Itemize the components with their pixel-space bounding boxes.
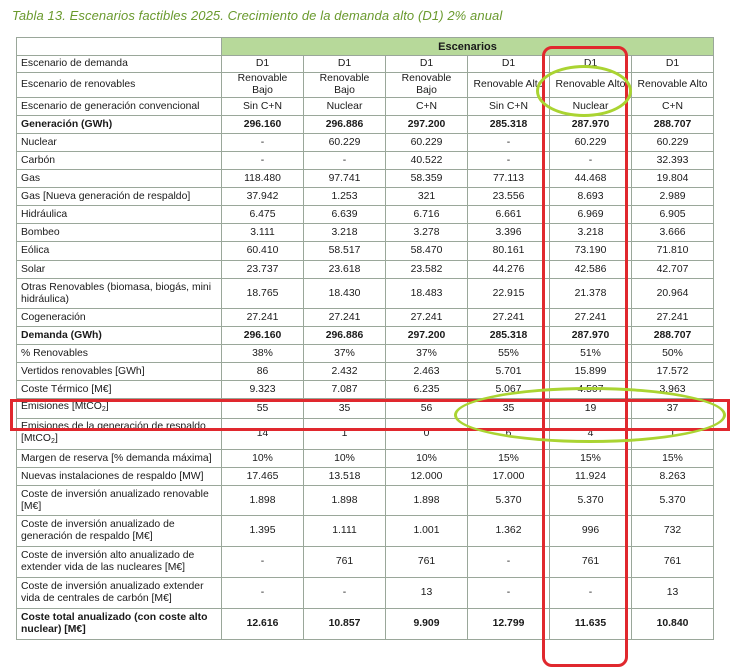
- table-row: [17, 468, 714, 486]
- cell-value: 23.737: [222, 261, 304, 279]
- cell-value: D1: [632, 56, 714, 73]
- cell-value: 3.111: [222, 224, 304, 242]
- cell-value: 23.582: [386, 261, 468, 279]
- cell-value: 50%: [632, 345, 714, 363]
- cell-value: 296.160: [222, 327, 304, 345]
- cell-value: 6.235: [386, 381, 468, 399]
- cell-value: -: [468, 547, 550, 578]
- row-label: Escenario de renovables: [17, 73, 222, 98]
- cell-value: 37%: [304, 345, 386, 363]
- cell-value: 21.378: [550, 279, 632, 309]
- row-label: Coste de inversión anualizado renovable [M€]: [17, 486, 222, 516]
- cell-value: 4.507: [550, 381, 632, 399]
- cell-value: 37.942: [222, 188, 304, 206]
- row-label: Nuevas instalaciones de respaldo [MW]: [17, 468, 222, 486]
- cell-value: 80.161: [468, 242, 550, 261]
- cell-value: 118.480: [222, 170, 304, 188]
- row-label: Gas [Nueva generación de respaldo]: [17, 188, 222, 206]
- cell-value: 11.924: [550, 468, 632, 486]
- cell-value: -: [222, 547, 304, 578]
- cell-value: 7.087: [304, 381, 386, 399]
- table-row: [17, 98, 714, 116]
- row-label: Coste de inversión anualizado extender vida de centrales de carbón [M€]: [17, 578, 222, 609]
- cell-value: D1: [222, 56, 304, 73]
- cell-value: 8.693: [550, 188, 632, 206]
- cell-value: 12.616: [222, 609, 304, 640]
- table-row: [17, 73, 714, 98]
- table-row: [17, 516, 714, 547]
- group-header: Escenarios: [222, 38, 714, 56]
- cell-value: 10.857: [304, 609, 386, 640]
- cell-value: 15%: [468, 450, 550, 468]
- cell-value: 296.160: [222, 116, 304, 134]
- cell-value: 14: [222, 419, 304, 450]
- cell-value: -: [222, 578, 304, 609]
- cell-value: -: [304, 578, 386, 609]
- cell-value: 6.639: [304, 206, 386, 224]
- cell-value: Renovable Alto: [632, 73, 714, 98]
- cell-value: 1.253: [304, 188, 386, 206]
- cell-value: 15%: [632, 450, 714, 468]
- cell-value: 3.218: [550, 224, 632, 242]
- cell-value: 11.635: [550, 609, 632, 640]
- row-label: Coste Térmico [M€]: [17, 381, 222, 399]
- cell-value: 5.370: [468, 486, 550, 516]
- cell-value: 285.318: [468, 327, 550, 345]
- cell-value: 58.517: [304, 242, 386, 261]
- table-row: [17, 363, 714, 381]
- cell-value: 6.475: [222, 206, 304, 224]
- cell-value: Renovable Alto: [550, 73, 632, 98]
- cell-value: 12.799: [468, 609, 550, 640]
- cell-value: 27.241: [304, 309, 386, 327]
- cell-value: Renovable Bajo: [386, 73, 468, 98]
- cell-value: 97.741: [304, 170, 386, 188]
- cell-value: 287.970: [550, 116, 632, 134]
- table-row: [17, 547, 714, 578]
- cell-value: 42.707: [632, 261, 714, 279]
- cell-value: 6.969: [550, 206, 632, 224]
- row-label: Coste de inversión anualizado de generación de respaldo [M€]: [17, 516, 222, 547]
- cell-value: 12.000: [386, 468, 468, 486]
- cell-value: 23.618: [304, 261, 386, 279]
- table-row: [17, 261, 714, 279]
- cell-value: 732: [632, 516, 714, 547]
- row-label: Bombeo: [17, 224, 222, 242]
- table-row: [17, 206, 714, 224]
- cell-value: -: [550, 152, 632, 170]
- cell-value: 60.410: [222, 242, 304, 261]
- cell-value: 19: [550, 399, 632, 419]
- row-label: Eólica: [17, 242, 222, 261]
- cell-value: 8.263: [632, 468, 714, 486]
- cell-value: 761: [550, 547, 632, 578]
- row-label: Generación (GWh): [17, 116, 222, 134]
- row-label: Cogeneración: [17, 309, 222, 327]
- cell-value: 6.716: [386, 206, 468, 224]
- cell-value: D1: [550, 56, 632, 73]
- cell-value: 18.765: [222, 279, 304, 309]
- cell-value: 35: [468, 399, 550, 419]
- cell-value: 6.905: [632, 206, 714, 224]
- table-row: [17, 170, 714, 188]
- cell-value: 22.915: [468, 279, 550, 309]
- cell-value: 13.518: [304, 468, 386, 486]
- cell-value: 51%: [550, 345, 632, 363]
- row-label: Otras Renovables (biomasa, biogás, mini hidráulica): [17, 279, 222, 309]
- cell-value: 13: [386, 578, 468, 609]
- cell-value: C+N: [386, 98, 468, 116]
- table-row: [17, 578, 714, 609]
- row-label: Hidráulica: [17, 206, 222, 224]
- row-label: Nuclear: [17, 134, 222, 152]
- cell-value: 55%: [468, 345, 550, 363]
- cell-value: 1.111: [304, 516, 386, 547]
- cell-value: 6.661: [468, 206, 550, 224]
- table-row: [17, 309, 714, 327]
- cell-value: 3.396: [468, 224, 550, 242]
- cell-value: C+N: [632, 98, 714, 116]
- cell-value: 60.229: [632, 134, 714, 152]
- table-row: [17, 419, 714, 450]
- cell-value: 15%: [550, 450, 632, 468]
- cell-value: 9.323: [222, 381, 304, 399]
- cell-value: 77.113: [468, 170, 550, 188]
- cell-value: 15.899: [550, 363, 632, 381]
- cell-value: -: [468, 134, 550, 152]
- cell-value: 13: [632, 578, 714, 609]
- row-label: Solar: [17, 261, 222, 279]
- cell-value: 1.898: [304, 486, 386, 516]
- cell-value: 2.463: [386, 363, 468, 381]
- cell-value: 6: [468, 419, 550, 450]
- cell-value: 1.362: [468, 516, 550, 547]
- table-row: [17, 134, 714, 152]
- cell-value: 761: [632, 547, 714, 578]
- table-caption: Tabla 13. Escenarios factibles 2025. Crecimiento de la demanda alto (D1) 2% anual: [12, 8, 503, 23]
- cell-value: -: [222, 152, 304, 170]
- cell-value: 27.241: [632, 309, 714, 327]
- row-label: Emisiones [MtCO$_2$]: [17, 399, 222, 419]
- cell-value: 60.229: [386, 134, 468, 152]
- cell-value: 58.359: [386, 170, 468, 188]
- cell-value: 321: [386, 188, 468, 206]
- table-row: [17, 188, 714, 206]
- cell-value: 4: [550, 419, 632, 450]
- table-row: [17, 609, 714, 640]
- cell-value: 1.898: [222, 486, 304, 516]
- header-blank: [17, 38, 222, 56]
- cell-value: 0: [386, 419, 468, 450]
- table-row: [17, 279, 714, 309]
- cell-value: 5.067: [468, 381, 550, 399]
- cell-value: 287.970: [550, 327, 632, 345]
- cell-value: -: [222, 134, 304, 152]
- cell-value: 10%: [304, 450, 386, 468]
- row-label: Carbón: [17, 152, 222, 170]
- row-label: Emisiones de la generación de respaldo [MtCO$_2$]: [17, 419, 222, 450]
- cell-value: 9.909: [386, 609, 468, 640]
- table-row: [17, 345, 714, 363]
- table-row: [17, 399, 714, 419]
- cell-value: 42.586: [550, 261, 632, 279]
- cell-value: Renovable Bajo: [304, 73, 386, 98]
- cell-value: 296.886: [304, 116, 386, 134]
- cell-value: 17.465: [222, 468, 304, 486]
- cell-value: 5.370: [632, 486, 714, 516]
- cell-value: -: [550, 578, 632, 609]
- cell-value: 20.964: [632, 279, 714, 309]
- cell-value: 60.229: [550, 134, 632, 152]
- cell-value: 1: [632, 419, 714, 450]
- cell-value: 288.707: [632, 116, 714, 134]
- cell-value: 86: [222, 363, 304, 381]
- cell-value: 1.001: [386, 516, 468, 547]
- cell-value: 58.470: [386, 242, 468, 261]
- cell-value: 38%: [222, 345, 304, 363]
- cell-value: 296.886: [304, 327, 386, 345]
- cell-value: 60.229: [304, 134, 386, 152]
- cell-value: 297.200: [386, 327, 468, 345]
- table-row: [17, 152, 714, 170]
- cell-value: 10%: [222, 450, 304, 468]
- cell-value: 23.556: [468, 188, 550, 206]
- cell-value: 3.218: [304, 224, 386, 242]
- cell-value: 35: [304, 399, 386, 419]
- cell-value: 40.522: [386, 152, 468, 170]
- cell-value: 10%: [386, 450, 468, 468]
- cell-value: 18.430: [304, 279, 386, 309]
- cell-value: 2.989: [632, 188, 714, 206]
- table-row: [17, 116, 714, 134]
- row-label: Gas: [17, 170, 222, 188]
- cell-value: 19.804: [632, 170, 714, 188]
- table-row: [17, 381, 714, 399]
- cell-value: Renovable Alto: [468, 73, 550, 98]
- row-label: Escenario de generación convencional: [17, 98, 222, 116]
- cell-value: Nuclear: [550, 98, 632, 116]
- cell-value: 5.701: [468, 363, 550, 381]
- cell-value: 71.810: [632, 242, 714, 261]
- cell-value: 73.190: [550, 242, 632, 261]
- cell-value: -: [304, 152, 386, 170]
- cell-value: 56: [386, 399, 468, 419]
- cell-value: 3.963: [632, 381, 714, 399]
- cell-value: 17.572: [632, 363, 714, 381]
- table-row: [17, 224, 714, 242]
- cell-value: 27.241: [468, 309, 550, 327]
- cell-value: Nuclear: [304, 98, 386, 116]
- row-label: Margen de reserva [% demanda máxima]: [17, 450, 222, 468]
- cell-value: 761: [304, 547, 386, 578]
- cell-value: D1: [386, 56, 468, 73]
- row-label: Vertidos renovables [GWh]: [17, 363, 222, 381]
- cell-value: Sin C+N: [222, 98, 304, 116]
- cell-value: 10.840: [632, 609, 714, 640]
- cell-value: 27.241: [550, 309, 632, 327]
- table-row: [17, 450, 714, 468]
- cell-value: Sin C+N: [468, 98, 550, 116]
- cell-value: 44.468: [550, 170, 632, 188]
- cell-value: 1.395: [222, 516, 304, 547]
- cell-value: 27.241: [386, 309, 468, 327]
- cell-value: -: [468, 578, 550, 609]
- cell-value: D1: [468, 56, 550, 73]
- cell-value: 1.898: [386, 486, 468, 516]
- cell-value: Renovable Bajo: [222, 73, 304, 98]
- cell-value: 5.370: [550, 486, 632, 516]
- cell-value: 17.000: [468, 468, 550, 486]
- row-label: Coste total anualizado (con coste alto nuclear) [M€]: [17, 609, 222, 640]
- scenarios-table: [16, 37, 714, 640]
- cell-value: 44.276: [468, 261, 550, 279]
- table-row: [17, 327, 714, 345]
- row-label: Demanda (GWh): [17, 327, 222, 345]
- cell-value: 2.432: [304, 363, 386, 381]
- cell-value: 297.200: [386, 116, 468, 134]
- cell-value: 1: [304, 419, 386, 450]
- table-row: [17, 242, 714, 261]
- cell-value: 32.393: [632, 152, 714, 170]
- cell-value: 55: [222, 399, 304, 419]
- cell-value: 288.707: [632, 327, 714, 345]
- table-row: [17, 56, 714, 73]
- cell-value: 285.318: [468, 116, 550, 134]
- cell-value: 761: [386, 547, 468, 578]
- cell-value: 18.483: [386, 279, 468, 309]
- cell-value: 996: [550, 516, 632, 547]
- cell-value: 3.666: [632, 224, 714, 242]
- cell-value: 27.241: [222, 309, 304, 327]
- cell-value: 3.278: [386, 224, 468, 242]
- cell-value: -: [468, 152, 550, 170]
- row-label: % Renovables: [17, 345, 222, 363]
- table-body: [17, 56, 714, 640]
- cell-value: 37: [632, 399, 714, 419]
- cell-value: 37%: [386, 345, 468, 363]
- cell-value: D1: [304, 56, 386, 73]
- table-row: [17, 486, 714, 516]
- row-label: Escenario de demanda: [17, 56, 222, 73]
- row-label: Coste de inversión alto anualizado de extender vida de las nucleares [M€]: [17, 547, 222, 578]
